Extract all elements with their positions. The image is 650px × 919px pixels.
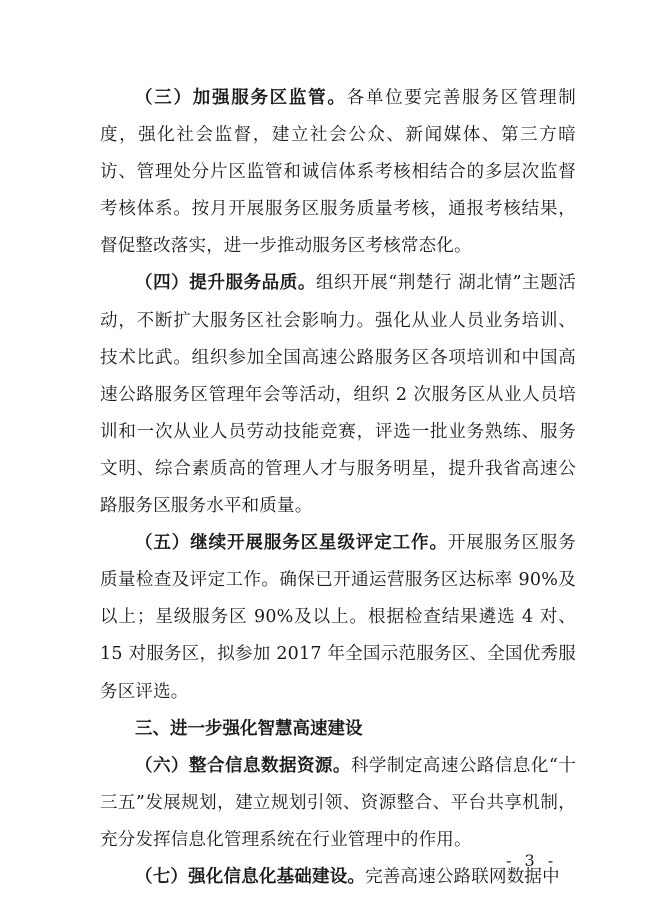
paragraph-7 [100,859,576,896]
paragraph-lead: （六）整合信息数据资源。 [135,755,351,776]
paragraph-text: 完善高速公路联网数据中 [365,866,560,887]
paragraph-4 [100,265,576,525]
paragraph-text: 科学制定高速公路信息化“十三五”发展规划，建立规划引领、资源整合、平台共享机制，充分发挥信息化管理系统在行业管理中的作用。 [100,755,577,850]
page-number: - 3 - [506,851,558,870]
section-heading: 三、进一步强化智慧高速建设 [135,718,363,739]
paragraph-text: 组织开展“荆楚行 湖北情”主题活动，不断扩大服务区社会影响力。强化从业人员业务培训、技术比武。组织参加全国高速公路服务区各项培训和中国高速公路服务区管理年会等活动，组织 2 次服务区从业人员培训和一次从业人员劳动技能竞赛，评选一批业务熟练、服务文明、综合素质高的管理人才与服务明星，提升我省高速公路服务区服务水平和质量。 [100,273,576,517]
paragraph-5 [100,525,576,710]
paragraph-6 [100,748,576,859]
paragraph-lead: （五）继续开展服务区星级评定工作。 [135,533,448,554]
paragraph-lead: （三）加强服务区监管。 [135,88,347,108]
paragraph-3 [100,80,576,265]
paragraph-text: 各单位要完善服务区管理制度，强化社会监督，建立社会公众、新闻媒体、第三方暗访、管理处分片区监管和诚信体系考核相结合的多层次监督考核体系。按月开展服务区服务质量考核，通报考核结果，督促整改落实，进一步推动服务区考核常态化。 [100,88,577,257]
paragraph-lead: （七）强化信息化基础建设。 [135,866,366,887]
paragraph-lead: （四）提升服务品质。 [135,273,316,294]
document-body [100,80,576,896]
paragraph-text: 开展服务区服务质量检查及评定工作。确保已开通运营服务区达标率 90%及以上；星级服务区 90%及以上。根据检查结果遴选 4 对、15 对服务区，拟参加 2017 年全国示范服务区、全国优秀服务区评选。 [100,533,576,702]
